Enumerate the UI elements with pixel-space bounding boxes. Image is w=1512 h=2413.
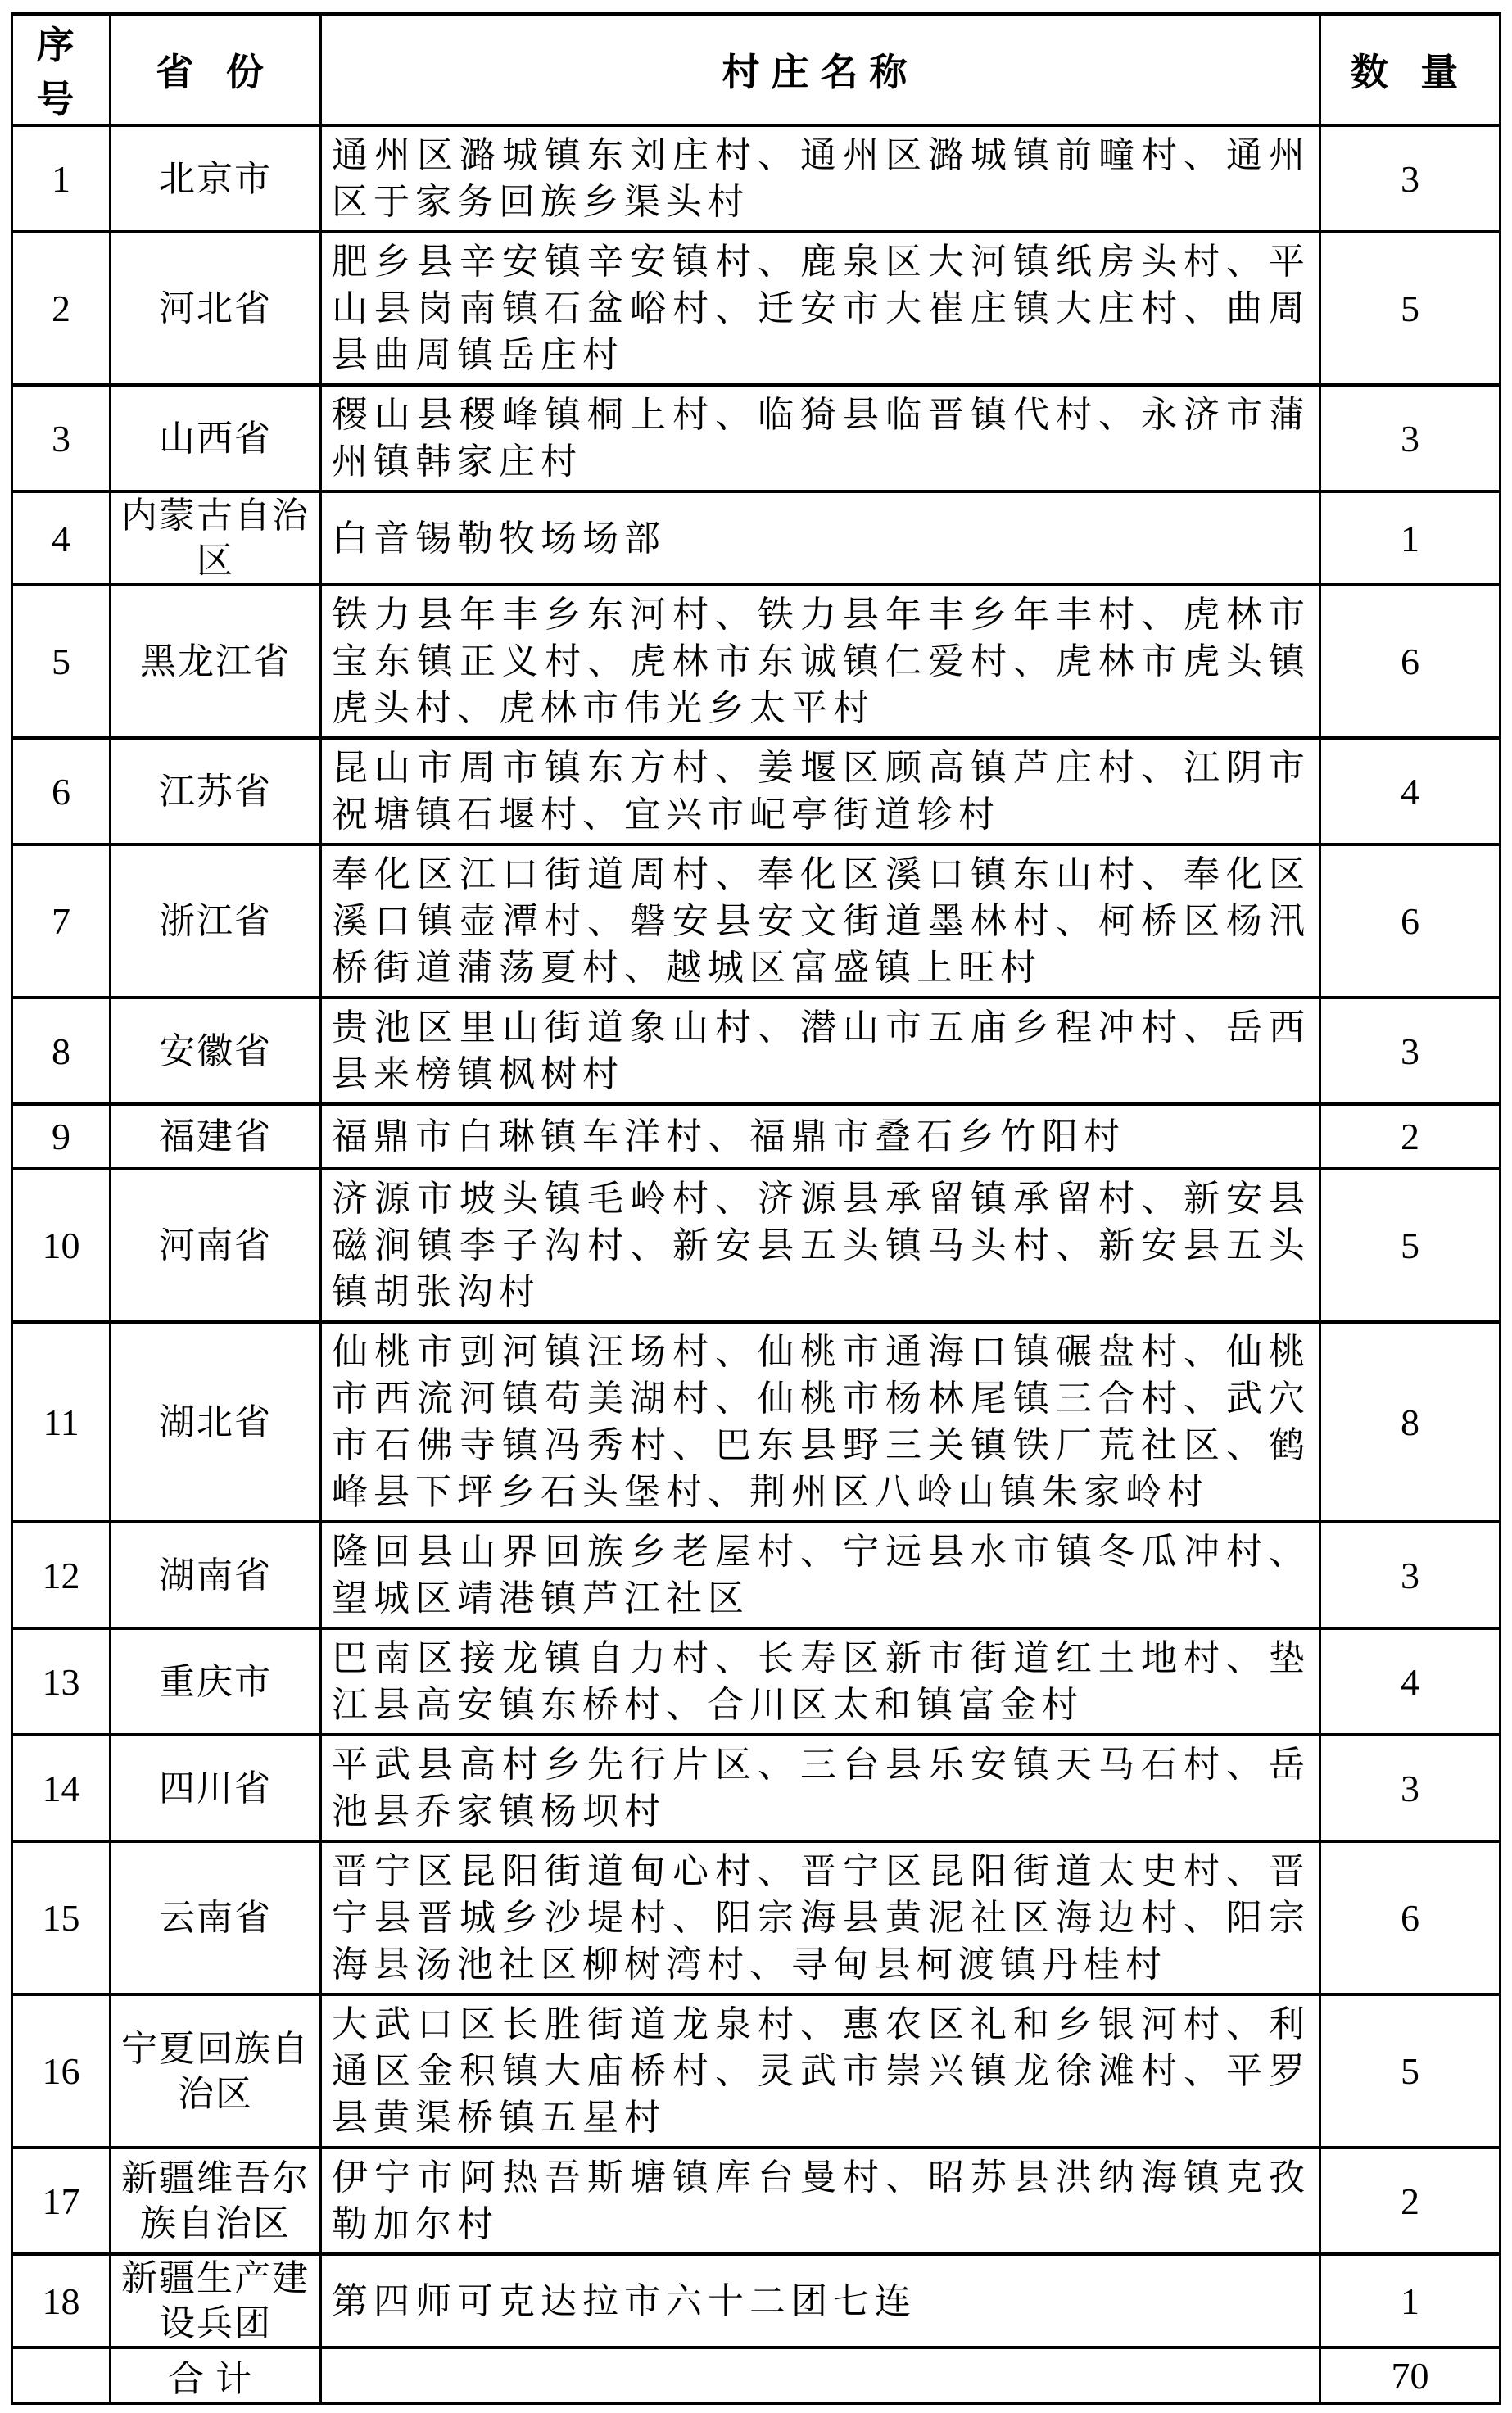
count-cell: 1 [1320,491,1501,585]
table-row [12,125,1501,232]
serial-cell: 18 [12,2254,111,2347]
total-row [12,2347,1501,2403]
table-row [12,1322,1501,1522]
count-cell: 6 [1320,585,1501,738]
province-cell: 云南省 [111,1841,321,1994]
header-villages: 村庄名称 [321,14,1320,125]
table-row [12,998,1501,1104]
serial-cell: 5 [12,585,111,738]
villages-cell: 伊宁市阿热吾斯塘镇库台曼村、昭苏县洪纳海镇克孜勒加尔村 [321,2148,1320,2254]
villages-cell: 白音锡勒牧场场部 [321,491,1320,585]
province-cell: 四川省 [111,1735,321,1841]
serial-cell: 13 [12,1628,111,1735]
serial-cell: 16 [12,1994,111,2148]
village-table [11,12,1501,2405]
total-count-cell: 70 [1320,2347,1501,2403]
table-row [12,1735,1501,1841]
serial-cell: 1 [12,125,111,232]
count-cell: 3 [1320,998,1501,1104]
province-cell: 河北省 [111,232,321,385]
villages-cell: 晋宁区昆阳街道甸心村、晋宁区昆阳街道太史村、晋宁县晋城乡沙堤村、阳宗海县黄泥社区海边村、阳宗海县汤池社区柳树湾村、寻甸县柯渡镇丹桂村 [321,1841,1320,1994]
count-cell: 5 [1320,232,1501,385]
serial-cell: 2 [12,232,111,385]
province-cell: 内蒙古自治区 [111,491,321,585]
count-cell: 3 [1320,1735,1501,1841]
villages-cell: 平武县高村乡先行片区、三台县乐安镇天马石村、岳池县乔家镇杨坝村 [321,1735,1320,1841]
table-row [12,844,1501,998]
serial-cell: 11 [12,1322,111,1522]
table-row [12,232,1501,385]
count-cell: 5 [1320,1994,1501,2148]
table-row [12,1522,1501,1628]
count-cell: 5 [1320,1169,1501,1322]
province-cell: 湖南省 [111,1522,321,1628]
serial-cell: 4 [12,491,111,585]
villages-cell: 隆回县山界回族乡老屋村、宁远县水市镇冬瓜冲村、望城区靖港镇芦江社区 [321,1522,1320,1628]
total-empty-villages-cell [321,2347,1320,2403]
villages-cell: 通州区潞城镇东刘庄村、通州区潞城镇前疃村、通州区于家务回族乡渠头村 [321,125,1320,232]
total-empty-serial-cell [12,2347,111,2403]
province-cell: 宁夏回族自治区 [111,1994,321,2148]
table-row [12,1628,1501,1735]
serial-cell: 15 [12,1841,111,1994]
villages-cell: 福鼎市白琳镇车洋村、福鼎市叠石乡竹阳村 [321,1104,1320,1169]
province-cell: 新疆维吾尔族自治区 [111,2148,321,2254]
count-cell: 3 [1320,385,1501,491]
table-row [12,1169,1501,1322]
villages-cell: 仙桃市剅河镇汪场村、仙桃市通海口镇碾盘村、仙桃市西流河镇苟美湖村、仙桃市杨林尾镇三合村、武穴市石佛寺镇冯秀村、巴东县野三关镇铁厂荒社区、鹤峰县下坪乡石头堡村、荆州区八岭山镇朱家岭村 [321,1322,1320,1522]
serial-cell: 17 [12,2148,111,2254]
province-cell: 新疆生产建设兵团 [111,2254,321,2347]
province-cell: 重庆市 [111,1628,321,1735]
villages-cell: 昆山市周市镇东方村、姜堰区顾高镇芦庄村、江阴市祝塘镇石堰村、宜兴市屺亭街道轸村 [321,738,1320,844]
villages-cell: 大武口区长胜街道龙泉村、惠农区礼和乡银河村、利通区金积镇大庙桥村、灵武市崇兴镇龙徐滩村、平罗县黄渠桥镇五星村 [321,1994,1320,2148]
count-cell: 2 [1320,1104,1501,1169]
count-cell: 1 [1320,2254,1501,2347]
serial-cell: 7 [12,844,111,998]
count-cell: 8 [1320,1322,1501,1522]
serial-cell: 14 [12,1735,111,1841]
serial-cell: 3 [12,385,111,491]
count-cell: 4 [1320,1628,1501,1735]
table-row [12,1841,1501,1994]
province-cell: 浙江省 [111,844,321,998]
header-count: 数 量 [1320,14,1501,125]
serial-cell: 10 [12,1169,111,1322]
header-row [12,14,1501,125]
table-row [12,1994,1501,2148]
count-cell: 6 [1320,1841,1501,1994]
villages-cell: 济源市坡头镇毛岭村、济源县承留镇承留村、新安县磁涧镇李子沟村、新安县五头镇马头村、新安县五头镇胡张沟村 [321,1169,1320,1322]
table-row [12,2254,1501,2347]
province-cell: 北京市 [111,125,321,232]
count-cell: 3 [1320,125,1501,232]
count-cell: 6 [1320,844,1501,998]
total-label-cell: 合计 [111,2347,321,2403]
header-serial: 序 号 [12,14,111,125]
villages-cell: 铁力县年丰乡东河村、铁力县年丰乡年丰村、虎林市宝东镇正义村、虎林市东诚镇仁爱村、虎林市虎头镇虎头村、虎林市伟光乡太平村 [321,585,1320,738]
serial-cell: 8 [12,998,111,1104]
villages-cell: 巴南区接龙镇自力村、长寿区新市街道红土地村、垫江县高安镇东桥村、合川区太和镇富金村 [321,1628,1320,1735]
province-cell: 江苏省 [111,738,321,844]
serial-cell: 12 [12,1522,111,1628]
province-cell: 安徽省 [111,998,321,1104]
province-cell: 黑龙江省 [111,585,321,738]
table-row [12,385,1501,491]
table-row [12,2148,1501,2254]
count-cell: 4 [1320,738,1501,844]
table-row [12,738,1501,844]
villages-cell: 稷山县稷峰镇桐上村、临猗县临晋镇代村、永济市蒲州镇韩家庄村 [321,385,1320,491]
table-row [12,1104,1501,1169]
province-cell: 福建省 [111,1104,321,1169]
count-cell: 3 [1320,1522,1501,1628]
province-cell: 湖北省 [111,1322,321,1522]
villages-cell: 第四师可克达拉市六十二团七连 [321,2254,1320,2347]
province-cell: 山西省 [111,385,321,491]
table-row [12,491,1501,585]
province-cell: 河南省 [111,1169,321,1322]
serial-cell: 9 [12,1104,111,1169]
serial-cell: 6 [12,738,111,844]
header-province: 省 份 [111,14,321,125]
villages-cell: 奉化区江口街道周村、奉化区溪口镇东山村、奉化区溪口镇壶潭村、磐安县安文街道墨林村、柯桥区杨汛桥街道蒲荡夏村、越城区富盛镇上旺村 [321,844,1320,998]
villages-cell: 肥乡县辛安镇辛安镇村、鹿泉区大河镇纸房头村、平山县岗南镇石盆峪村、迁安市大崔庄镇大庄村、曲周县曲周镇岳庄村 [321,232,1320,385]
count-cell: 2 [1320,2148,1501,2254]
villages-cell: 贵池区里山街道象山村、潜山市五庙乡程冲村、岳西县来榜镇枫树村 [321,998,1320,1104]
table-row [12,585,1501,738]
